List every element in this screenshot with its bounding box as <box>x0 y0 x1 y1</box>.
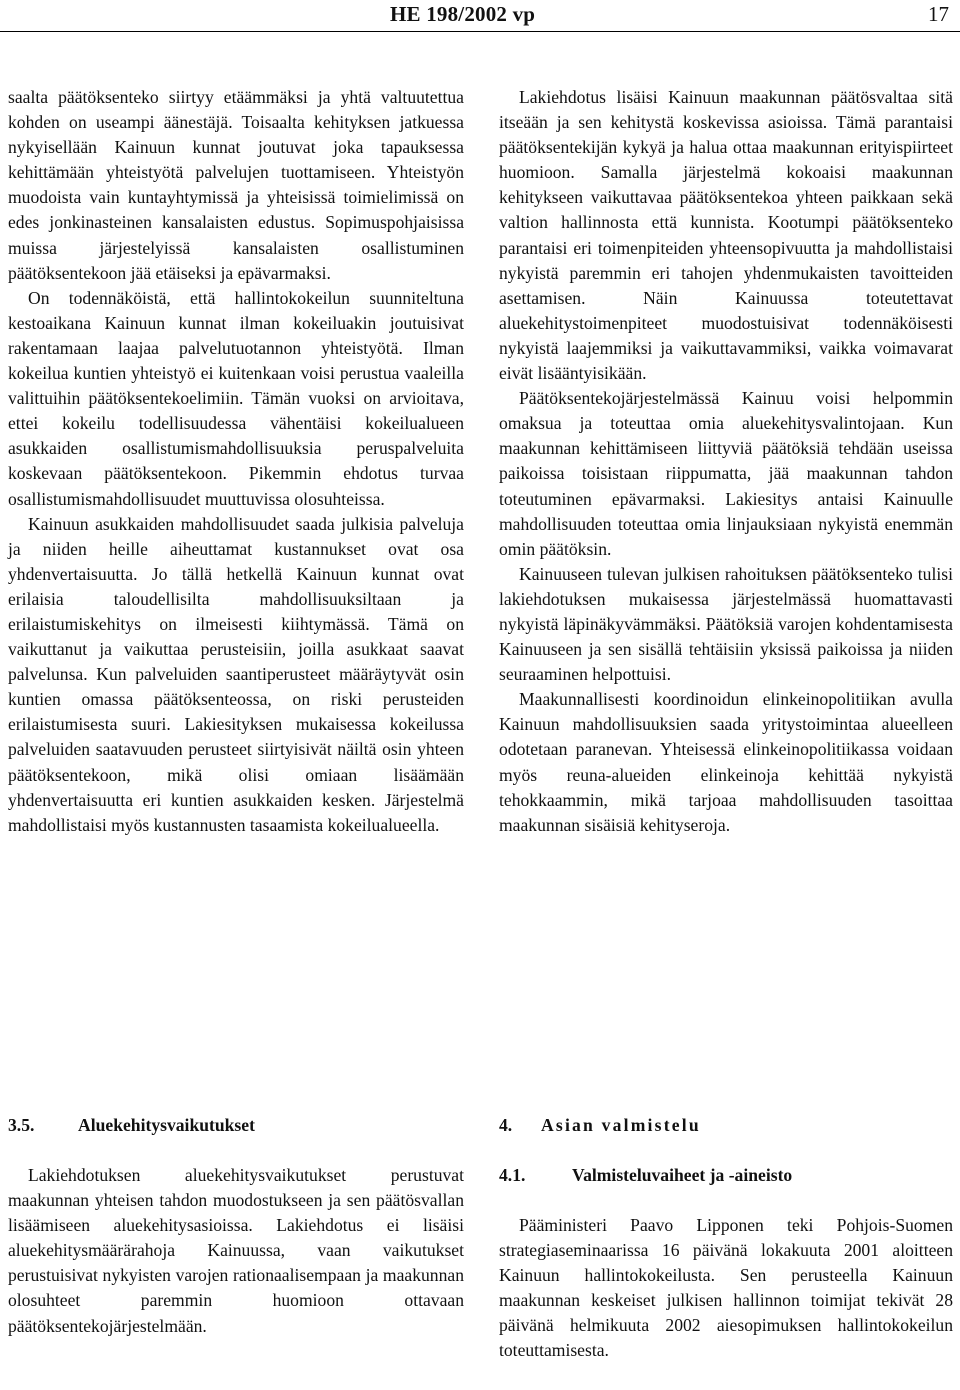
document-code: HE 198/2002 vp <box>390 2 536 26</box>
page-header <box>0 0 960 30</box>
paragraph: Kainuun asukkaiden mahdollisuudet saada julkisia palveluja ja niiden heille aiheuttamat kustannukset ovat osa yhdenvertaisuutta. Jo tällä hetkellä Kainuun kunnat ovat erilaisia taloudellisilta mahdollisuuksiltaan ja erilaistumiskehitys on ilmeisesti kiihtymässä. Tämä on vaikuttanut ja vaikuttaa perusteisiin, joilla asukkaat saavat palvelunsa. Kun palveluiden saantiperusteet määräytyvät osin kuntien omassa päätöksenteossa, on riski perusteiden erilaistumisesta suuri. Lakiesityksen mukaisessa kokeilussa palveluiden saatavuuden perusteet siirtyisivät näiltä osin yhteen päätöksentekoon, mikä olisi omiaan lisäämään yhdenvertaisuutta eri kuntien asukkaiden kesken. Järjestelmä mahdollistaisi myös kustannusten tasaamista kokeilualueella. <box>8 513 464 835</box>
paragraph: Lakiehdotuksen aluekehitysvaikutukset perustuvat maakunnan yhteisen tahdon muodostukseen ja sen päätösvallan lisäämiseen aluekehitysasioissa. Lakiehdotus ei lisäisi aluekehitysmäärärahoja Kainuussa, vaan vaikutukset perustuisivat nykyisten varojen rationaalisempaan ja maakunnan olosuhteet paremmin huomioon ottavaan päätöksentekojärjestelmään. <box>8 1165 464 1336</box>
section-number: 3.5. <box>8 1115 35 1135</box>
section-heading-3-5 <box>8 1113 255 1138</box>
chapter-heading-4 <box>499 1113 701 1138</box>
paragraph: Lakiehdotus lisäisi Kainuun maakunnan päätösvaltaa sitä itseään ja sen kehitystä koskevissa asioissa. Tämä parantaisi päätöksentekijän kykyä ja halua ottaa maakunnan erityispiirteet huomioon. Samalla järjestelmä kokoaisi maakunnan kehitykseen vaikuttavaa päätöksentekoa yhteen paikkaan sekä valtion hallinnosta että kunnista. Kootumpi päätöksenteko parantaisi eri toimenpiteiden yhteensopivuutta ja mahdollistaisi nykyistä paremmin eri tahojen yhdenmukaisten tavoitteiden asettamisen. Näin Kainuussa toteutettavat aluekehitystoimenpiteet muodostuisivat todennäköisesti nykyistä laajemmiksi ja vaikuttavammiksi, vaikka voimavarat eivät lisääntyisikään. <box>499 87 953 384</box>
section-title: Valmisteluvaiheet ja -aineisto <box>572 1165 793 1185</box>
page-number: 17 <box>928 2 949 26</box>
paragraph: Kainuuseen tulevan julkisen rahoituksen päätöksenteko tulisi lakiehdotuksen mukaisessa järjestelmässä huomattavasti nykyistä läpinäkyvämmäksi. Päätöksiä varojen kohdentamisesta Kainuuseen ja sen sisällä tehtäisiin yksissä paikoissa ja niiden seuraaminen helpottuisi. <box>499 563 953 685</box>
right-column <box>499 85 953 838</box>
right-section-body <box>499 1213 953 1364</box>
section-number: 4.1. <box>499 1165 526 1185</box>
header-rule <box>0 31 960 32</box>
chapter-number: 4. <box>499 1115 513 1135</box>
paragraph: Pääministeri Paavo Lipponen teki Pohjois-Suomen strategiaseminaarissa 16 päivänä lokakuuta 2001 aloitteen Kainuun hallintokokeilusta. Sen perusteella Kainuun maakunnan keskeiset julkisen hallinnon toimijat tekivät 28 päivänä helmikuuta 2002 aiesopimuksen hallintokokeilun toteuttamisesta. <box>499 1215 953 1361</box>
paragraph: On todennäköistä, että hallintokokeilun suunniteltuna kestoaikana Kainuun kunnat ilman kokeiluakin joutuisivat rakentamaan laajaa palvelutuotannon yhteistyötä. Ilman kokeilua kuntien yhteistyö ei kuitenkaan voisi perustua vaaleilla valittuihin päätöksentekoelimiin. Tämän vuoksi on arvioitava, ettei kokeilu todellisuudessa vähentäisi kokeilualueen asukkaiden osallistumismahdollisuuksia peruspalveluita koskevaan päätöksentekoon. Pikemmin ehdotus turvaa osallistumismahdollisuudet muuttuvissa olosuhteissa. <box>8 287 464 509</box>
section-title: Aluekehitysvaikutukset <box>78 1115 255 1135</box>
left-section-body <box>8 1163 464 1339</box>
paragraph: Maakunnallisesti koordinoidun elinkeinopolitiikan avulla Kainuun mahdollisuuksien saada yritystoimintaa alueelleen odotetaan paranevan. Yhteisessä elinkeinopolitiikassa voidaan myös reuna-alueiden elinkeinoja kehittää nykyistä tehokkaammin, mikä tarjoaa mahdollisuuden tasoittaa maakunnan sisäisiä kehityseroja. <box>499 689 953 835</box>
chapter-title: Asian valmistelu <box>541 1115 701 1135</box>
left-column <box>8 85 464 838</box>
paragraph: Päätöksentekojärjestelmässä Kainuu voisi helpommin omaksua ja toteuttaa omia aluekehitysvalintojaan. Kun maakunnan kehittämiseen liittyviä päätöksiä tehdään useissa paikoissa toisistaan riippumatta, jää maakunnan tahdon toteutuminen epävarmaksi. Lakiesitys antaisi Kainuulle mahdollisuuden toteuttaa omia linjauksiaan nykyistä enemmän omin päätöksin. <box>499 388 953 559</box>
section-heading-4-1 <box>499 1163 792 1188</box>
paragraph: saalta päätöksenteko siirtyy etäämmäksi ja yhtä valtuutettua kohden on useampi äänestäjä. Toisaalta kehityksen jatkuessa nykyisellään Kainuun kunnat joutuvat joka tapauksessa kehittämään yhteistyötä palvelujen tuottamiseen. Yhteistyön muodoista vain kuntayhtymissä ja yhteisissä toimielimissä on edes jonkinasteinen kansalaisten edustus. Sopimuspohjaisissa muissa järjestelyissä kansalaisten osallistuminen päätöksentekoon jää etäiseksi ja epävarmaksi. <box>8 87 464 283</box>
